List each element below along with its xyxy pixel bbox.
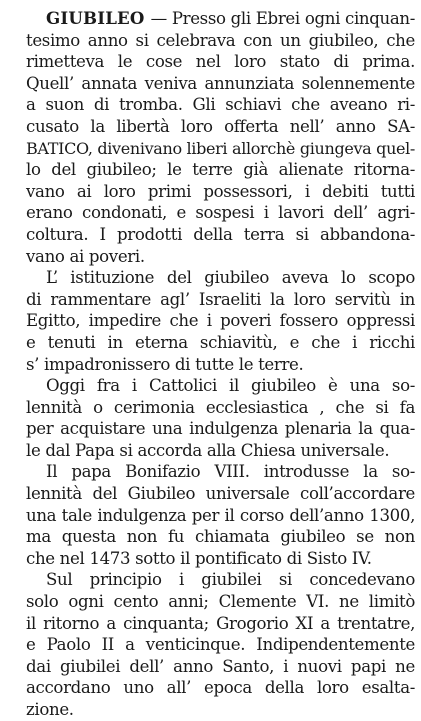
text-line-21: le dal Papa si accorda alla Chiesa universale. [26, 440, 390, 460]
encyclopedia-article [26, 8, 415, 721]
text-line-7: BATICO, divenivano liberi allorchè giungeva quel- [26, 138, 415, 158]
text-line-17: s’ impadronissero di tutte le terre. [26, 354, 304, 374]
text-line-9: vano ai loro primi possessori, i debiti tutti [26, 181, 415, 201]
text-line-11: coltura. I prodotti della terra si abbandona- [26, 224, 415, 244]
text-line-26: che nel 1473 sotto il pontificato di Sisto IV. [26, 548, 372, 568]
text-line-13: L’ istituzione del giubileo aveva lo scopo [46, 268, 415, 288]
text-line-3: rimetteva le cose nel loro stato di prima. [26, 52, 415, 72]
text-line-12: vano ai poveri. [26, 246, 145, 266]
text-line-2: tesimo anno si celebrava con un giubileo, che [26, 30, 415, 50]
text-line-22: Il papa Bonifazio VIII. introdusse la so- [46, 462, 415, 482]
text-line-14: di rammentare agl’ Israeliti la loro servitù in [26, 289, 415, 309]
text-line-29: il ritorno a cinquanta; Grogorio XI a trentatre, [26, 613, 415, 633]
headword: GIUBILEO [46, 8, 151, 28]
text-line-16: e tenuti in eterna schiavitù, e che i ricchi [26, 332, 415, 352]
text-line-23: lennità del Giubileo universale coll’accordare [26, 484, 415, 504]
text-line-8: lo del giubileo; le terre già alienate ritorna- [26, 160, 415, 180]
text-line-32: accordano uno all’ epoca della loro esalta- [26, 678, 415, 698]
text-line-5: a suon di tromba. Gli schiavi che aveano ri- [26, 95, 415, 115]
text-line-20: per acquistare una indulgenza plenaria la qua- [26, 419, 415, 439]
text-line-31: dai giubilei dell’ anno Santo, i nuovi papi ne [26, 656, 415, 676]
text-line-33: zione. [26, 700, 74, 719]
text-line-4: Quell’ annata veniva annunziata solennemente [26, 73, 415, 93]
text-line-19: lennità o cerimonia ecclesiastica , che si fa [26, 397, 415, 417]
text-line-27: Sul principio i giubilei si concedevano [46, 570, 415, 590]
text-line-6: cusato la libertà loro offerta nell’ anno SA- [26, 116, 415, 136]
text-line-10: erano condonati, e sospesi i lavori dell’ agri- [26, 203, 415, 223]
text-line-18: Oggi fra i Cattolici il giubileo è una so- [46, 376, 415, 396]
text-line-30: e Paolo II a venticinque. Indipendentemente [26, 635, 415, 655]
text-line-15: Egitto, impedire che i poveri fossero oppressi [26, 311, 415, 331]
text-line-28: solo ogni cento anni; Clemente VI. ne limitò [26, 592, 415, 612]
text-line-25: ma questa non fu chiamata giubileo se non [26, 527, 415, 547]
text-line-24: una tale indulgenza per il corso dell’anno 1300, [26, 505, 415, 525]
text-line-1: GIUBILEO — Presso gli Ebrei ogni cinquan- [46, 8, 415, 28]
